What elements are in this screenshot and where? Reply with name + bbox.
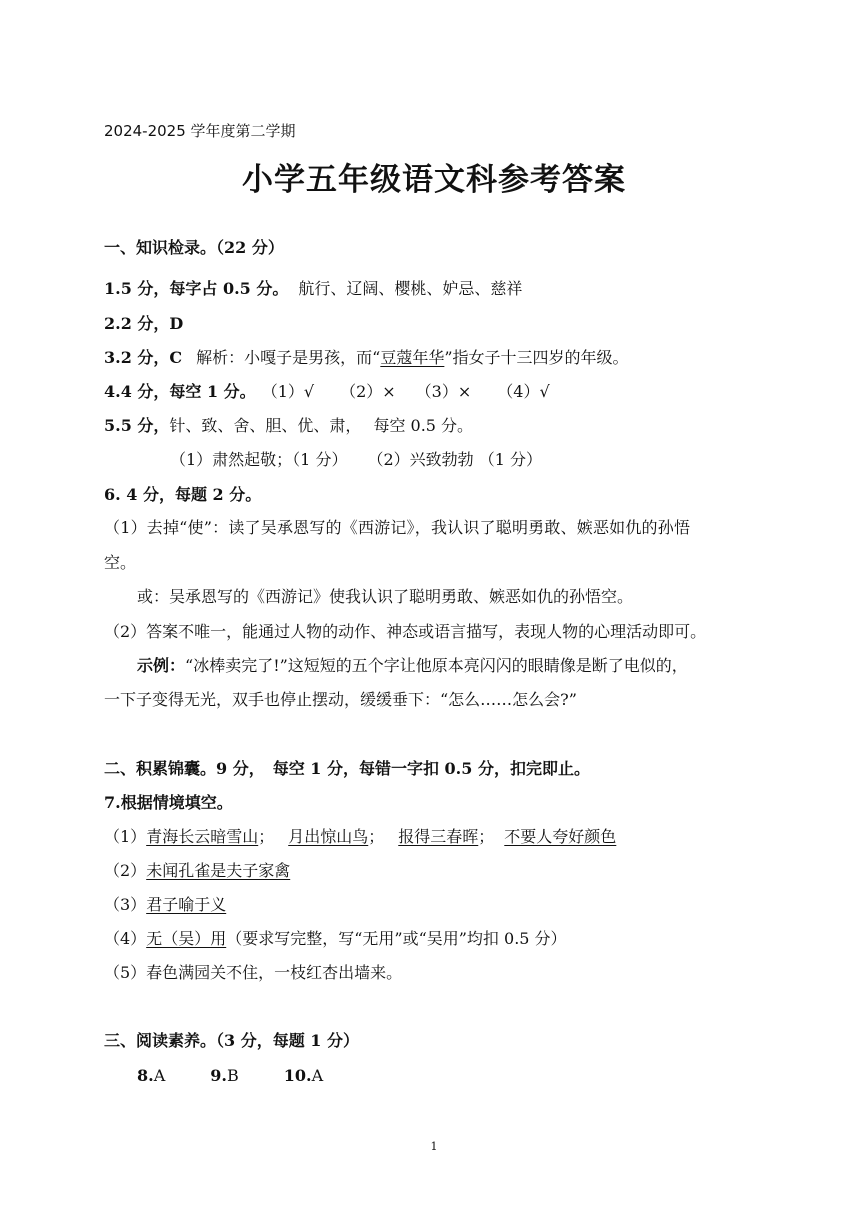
q3-analysis-pre: 解析：小嘎子是男孩，而“	[196, 348, 381, 367]
q7-line-2	[104, 861, 290, 881]
q10-answer: A	[311, 1066, 324, 1085]
q4-answer-4: （4）√	[497, 382, 550, 401]
page-title: 小学五年级语文科参考答案	[242, 162, 626, 198]
q7-1-sep-c: ；	[478, 827, 495, 846]
q6-example-text-a: “冰棒卖完了!”这短短的五个字让他原本亮闪闪的眼睛像是断了电似的，	[185, 656, 688, 675]
q9-answer: B	[226, 1066, 239, 1085]
q8-answer: A	[153, 1066, 166, 1085]
q6-lead: 6. 4 分，每题 2 分。	[104, 485, 262, 504]
q7-1-number: （1）	[104, 827, 147, 846]
q2-line: 2.2 分，D	[104, 314, 184, 333]
q4-answer-3: （3）×	[415, 382, 472, 401]
q7-1-sep-b: ；	[368, 827, 385, 846]
q7-line-4	[104, 929, 567, 949]
q3-term: 豆蔻年华	[380, 348, 445, 367]
q7-3-number: （3）	[104, 895, 147, 914]
section-3-heading: 三、阅读素养。（3 分，每题 1 分）	[104, 1031, 359, 1050]
q3-lead: 3.2 分，C	[104, 348, 183, 367]
q1-answer: 航行、辽阔、樱桃、妒忌、慈祥	[298, 279, 523, 298]
q5-note: 每空 0.5 分。	[373, 416, 474, 435]
q7-1-answer-b: 月出惊山鸟	[288, 827, 369, 846]
q6-example-label: 示例：	[137, 656, 186, 675]
q5-line	[104, 416, 473, 436]
q6-example-a	[137, 656, 688, 676]
q6-part1-b: 空。	[104, 553, 137, 572]
q3-line	[104, 348, 629, 368]
q6-part1-a: （1）去掉“使”：读了吴承恩写的《西游记》，我认识了聪明勇敢、嫉恶如仇的孙悟	[104, 518, 691, 537]
q7-3-answer: 君子喻于义	[146, 895, 227, 914]
q8-10-answers	[137, 1066, 323, 1086]
q5-sub-1: （1）肃然起敬；（1 分）	[170, 450, 348, 469]
q7-2-number: （2）	[104, 861, 147, 880]
q4-lead: 4.4 分，每空 1 分。	[104, 382, 256, 401]
q4-answer-2: （2）×	[340, 382, 396, 401]
section-2-heading: 二、积累锦囊。9 分， 每空 1 分，每错一字扣 0.5 分，扣完即止。	[104, 759, 590, 778]
q5-sub-line	[170, 450, 542, 470]
q6-part2: （2）答案不唯一，能通过人物的动作、神态或语言描写，表现人物的心理活动即可。	[104, 622, 707, 641]
q7-line-5: （5）春色满园关不住，一枝红杏出墙来。	[104, 963, 403, 982]
term-label: 2024-2025 学年度第二学期	[104, 122, 296, 140]
q6-part1-alt: 或：吴承恩写的《西游记》使我认识了聪明勇敢、嫉恶如仇的孙悟空。	[137, 587, 634, 606]
q7-1-answer-d: 不要人夸好颜色	[504, 827, 617, 846]
q4-line	[104, 382, 550, 402]
q7-4-number: （4）	[104, 929, 147, 948]
q9-number: 9.	[210, 1066, 227, 1085]
q4-answer-1: （1）√	[261, 382, 315, 401]
q10-number: 10.	[283, 1066, 312, 1085]
q7-line-1	[104, 827, 616, 847]
q7-4-answer: 无（吴）用	[146, 929, 227, 948]
q1-line	[104, 279, 522, 299]
q7-1-sep-a: ；	[258, 827, 275, 846]
q7-lead: 7.根据情境填空。	[104, 793, 233, 812]
q7-4-note: （要求写完整，写“无用”或“吴用”均扣 0.5 分）	[226, 929, 567, 948]
q7-2-answer: 未闻孔雀是夫子家禽	[146, 861, 291, 880]
q7-1-answer-c: 报得三春晖	[398, 827, 479, 846]
q7-1-answer-a: 青海长云暗雪山	[146, 827, 259, 846]
q7-line-3	[104, 895, 226, 915]
q3-analysis-post: ”指女子十三四岁的年级。	[444, 348, 629, 367]
page-number: 1	[430, 1140, 438, 1153]
q6-example-b: 一下子变得无光，双手也停止摆动，缓缓垂下：“怎么……怎么会?”	[104, 690, 577, 709]
q8-number: 8.	[137, 1066, 154, 1085]
q5-answer: 针、致、舍、胆、优、肃，	[169, 416, 362, 435]
q1-lead: 1.5 分，每字占 0.5 分。	[104, 279, 289, 298]
q5-sub-2: （2）兴致勃勃 （1 分）	[367, 450, 542, 469]
section-1-heading: 一、知识检录。（22 分）	[104, 238, 284, 257]
q5-lead: 5.5 分，	[104, 416, 170, 435]
